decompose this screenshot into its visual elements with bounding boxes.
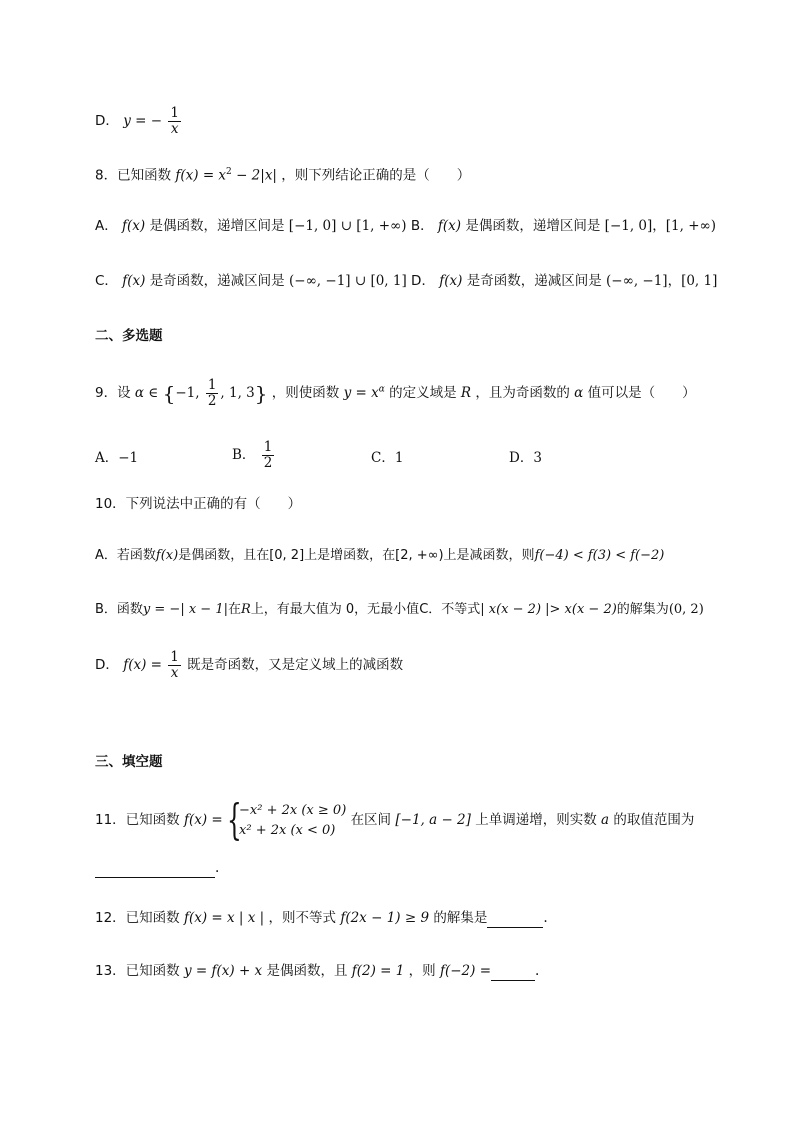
q11-piecewise: { −x² + 2x (x ≥ 0) x² + 2x (x < 0): [227, 794, 347, 844]
q9-stem: 9．设 α ∈ {−1, $\frac{1}{2}$ , 1, 3} ，则使函数 $y = x^\alpha$ 的定义域是 R ，且为奇函数的 α 值可以是（ ）: [95, 377, 696, 409]
q11-stem: 11．已知函数 f(x) = { −x² + 2x (x ≥ 0) x² + 2x (x < 0) 在区间 [−1, a − 2] 上单调递增，则实数 a 的取值范围为: [95, 794, 695, 844]
q12-stem: 12．已知函数 f(x) = x | x | ，则不等式 f(2x − 1) ≥ 9 的解集是 .: [95, 910, 548, 926]
q10-stem: 10．下列说法中正确的有（ ）: [95, 496, 302, 512]
q9-option-b: B． $\frac{1}{2}$: [232, 439, 273, 471]
q13-answer-blank[interactable]: [491, 966, 535, 981]
section-heading-fill-in: 三、填空题: [95, 754, 163, 770]
q9-option-d: D．3: [509, 450, 542, 466]
q7-option-d-label: D．: [95, 113, 119, 129]
q10-option-d-fraction: $\frac{1}{x}$: [170, 649, 179, 681]
q8-options-ab: A． f(x) 是偶函数，递增区间是 [−1, 0] ∪ [1, +∞) B． f(x) 是偶函数，递增区间是 [−1, 0]，[1, +∞): [95, 218, 717, 234]
q8-option-c: C．: [95, 273, 118, 289]
q8-options-cd: C． f(x) 是奇函数，递减区间是 (−∞, −1] ∪ [0, 1] D． f(x) 是奇函数，递减区间是 (−∞, −1]，[0, 1]: [95, 273, 718, 289]
q10-option-a: A．若函数f(x)是偶函数，且在[0, 2]上是增函数，在[2, +∞)上是减函数，则f(−4) < f(3) < f(−2): [95, 548, 665, 563]
q9-option-a: A．−1: [95, 450, 139, 466]
q9-set-fraction: $\frac{1}{2}$: [207, 377, 217, 409]
q10-option-b: B．函数: [95, 602, 143, 617]
q10-option-c: C．不等式: [419, 602, 481, 617]
section-heading-multiple-choice: 二、多选题: [95, 328, 163, 344]
q8-option-a: A．: [95, 218, 118, 234]
q8-option-b: B．: [410, 218, 434, 234]
q7-option-d: [95, 106, 183, 137]
q13-stem: 13．已知函数 y = f(x) + x 是偶函数，且 f(2) = 1 ，则 f(−2) = .: [95, 963, 540, 979]
q9-option-c: C．1: [371, 450, 404, 466]
q7-option-d-lhs: y = −: [123, 113, 163, 129]
q10-options-bc: B．函数y = −| x − 1|在R上，有最大值为 0，无最小值C．不等式| x(x − 2) |> x(x − 2)的解集为(0, 2): [95, 602, 704, 617]
q11-answer-blank[interactable]: .: [95, 858, 219, 878]
q12-answer-blank[interactable]: [487, 913, 543, 928]
q7-option-d-fraction: $\frac{1}{x}$: [170, 105, 179, 137]
q10-option-d: D． f(x) = $\frac{1}{x}$ 既是奇函数，又是定义域上的减函数: [95, 649, 404, 681]
q8-option-d: D．: [411, 273, 435, 289]
q9-option-b-fraction: $\frac{1}{2}$: [263, 439, 273, 471]
q8-stem: 8．已知函数 $f(x) = x^2 - 2|x|$ ，则下列结论正确的是（ ）: [95, 167, 471, 184]
